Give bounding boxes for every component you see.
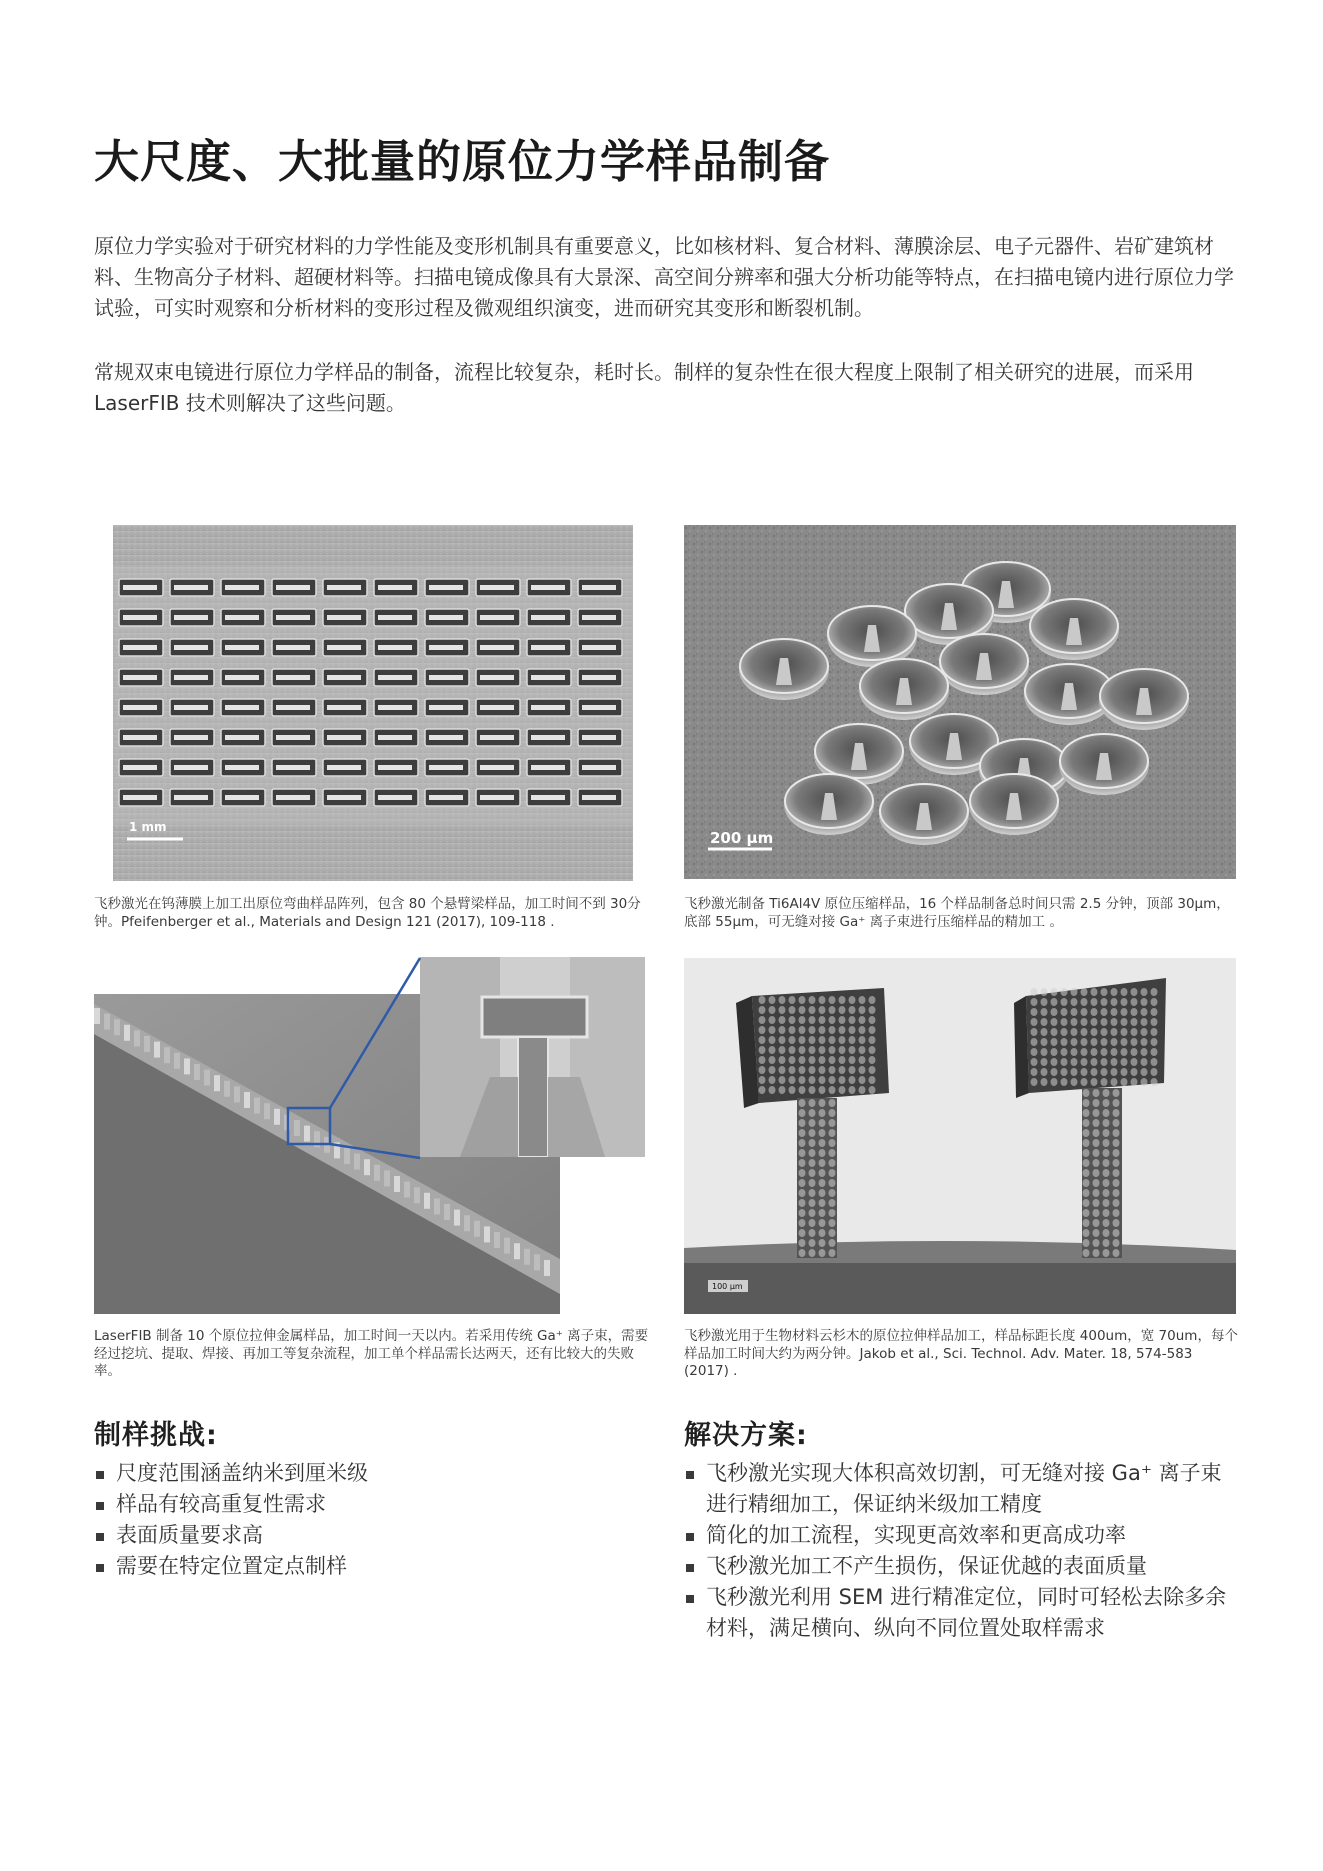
zoom-connector-lines <box>280 955 650 1165</box>
figure-caption-3: LaserFIB 制备 10 个原位拉伸金属样品，加工时间一天以内。若采用传统 Ga⁺ 离子束，需要经过挖坑、提取、焊接、再加工等复杂流程，加工单个样品需长达两天，还有比较大的失败率。 <box>94 1328 649 1379</box>
page-title: 大尺度、大批量的原位力学样品制备 <box>94 135 831 188</box>
list-item: 表面质量要求高 <box>94 1520 614 1551</box>
figure-caption-4: 飞秒激光用于生物材料云杉木的原位拉伸样品加工，样品标距长度 400um，宽 70um，每个样品加工时间大约为两分钟。Jakob et al., Sci. Technol. Adv. Mater. 18, 574-583 (2017) . <box>684 1328 1238 1379</box>
solutions-list <box>684 1458 1239 1644</box>
list-item: 样品有较高重复性需求 <box>94 1489 614 1520</box>
figure-caption-1: 飞秒激光在钨薄膜上加工出原位弯曲样品阵列，包含 80 个悬臂梁样品，加工时间不到 30分钟。Pfeifenberger et al., Materials and Design 121 (2017), 109-118 . <box>94 896 641 930</box>
compression-samples-image <box>684 525 1236 879</box>
list-item: 飞秒激光利用 SEM 进行精准定位，同时可轻松去除多余材料，满足横向、纵向不同位置处取样需求 <box>684 1582 1239 1644</box>
list-item: 尺度范围涵盖纳米到厘米级 <box>94 1458 614 1489</box>
list-item: 简化的加工流程，实现更高效率和更高成功率 <box>684 1520 1239 1551</box>
bullet-icon <box>686 1533 694 1541</box>
list-item: 飞秒激光加工不产生损伤，保证优越的表面质量 <box>684 1551 1239 1582</box>
bullet-icon <box>686 1595 694 1603</box>
bullet-icon <box>686 1471 694 1479</box>
challenges-list <box>94 1458 614 1582</box>
list-item: 飞秒激光实现大体积高效切割，可无缝对接 Ga⁺ 离子束进行精细加工，保证纳米级加工精度 <box>684 1458 1239 1520</box>
list-item: 需要在特定位置定点制样 <box>94 1551 614 1582</box>
scale-bar-100um: 100 µm <box>712 1282 743 1291</box>
bullet-icon <box>96 1533 104 1541</box>
bullet-icon <box>686 1564 694 1572</box>
scale-bar-200um: 200 µm <box>710 829 774 847</box>
figure-caption-2: 飞秒激光制备 Ti6Al4V 原位压缩样品，16 个样品制备总时间只需 2.5 分钟，顶部 30µm，底部 55µm，可无缝对接 Ga⁺ 离子束进行压缩样品的精加工 。 <box>684 896 1230 930</box>
solutions-heading: 解决方案: <box>684 1420 808 1451</box>
bullet-icon <box>96 1564 104 1572</box>
intro-paragraph: 原位力学实验对于研究材料的力学性能及变形机制具有重要意义，比如核材料、复合材料、薄膜涂层、电子元器件、岩矿建筑材料、生物高分子材料、超硬材料等。扫描电镜成像具有大景深、高空间分辨率和强大分析功能等特点，在扫描电镜内进行原位力学试验，可实时观察和分析材料的变形过程及微观组织演变，进而研究其变形和断裂机制。 <box>94 234 1234 320</box>
cantilever-array-image <box>113 525 633 881</box>
bullet-icon <box>96 1471 104 1479</box>
scale-bar-1mm: 1 mm <box>129 820 167 834</box>
spruce-wood-samples-image <box>684 958 1236 1314</box>
bullet-icon <box>96 1502 104 1510</box>
laserfib-paragraph: 常规双束电镜进行原位力学样品的制备，流程比较复杂，耗时长。制样的复杂性在很大程度上限制了相关研究的进展，而采用 LaserFIB 技术则解决了这些问题。 <box>94 360 1194 415</box>
challenges-heading: 制样挑战: <box>94 1420 218 1451</box>
